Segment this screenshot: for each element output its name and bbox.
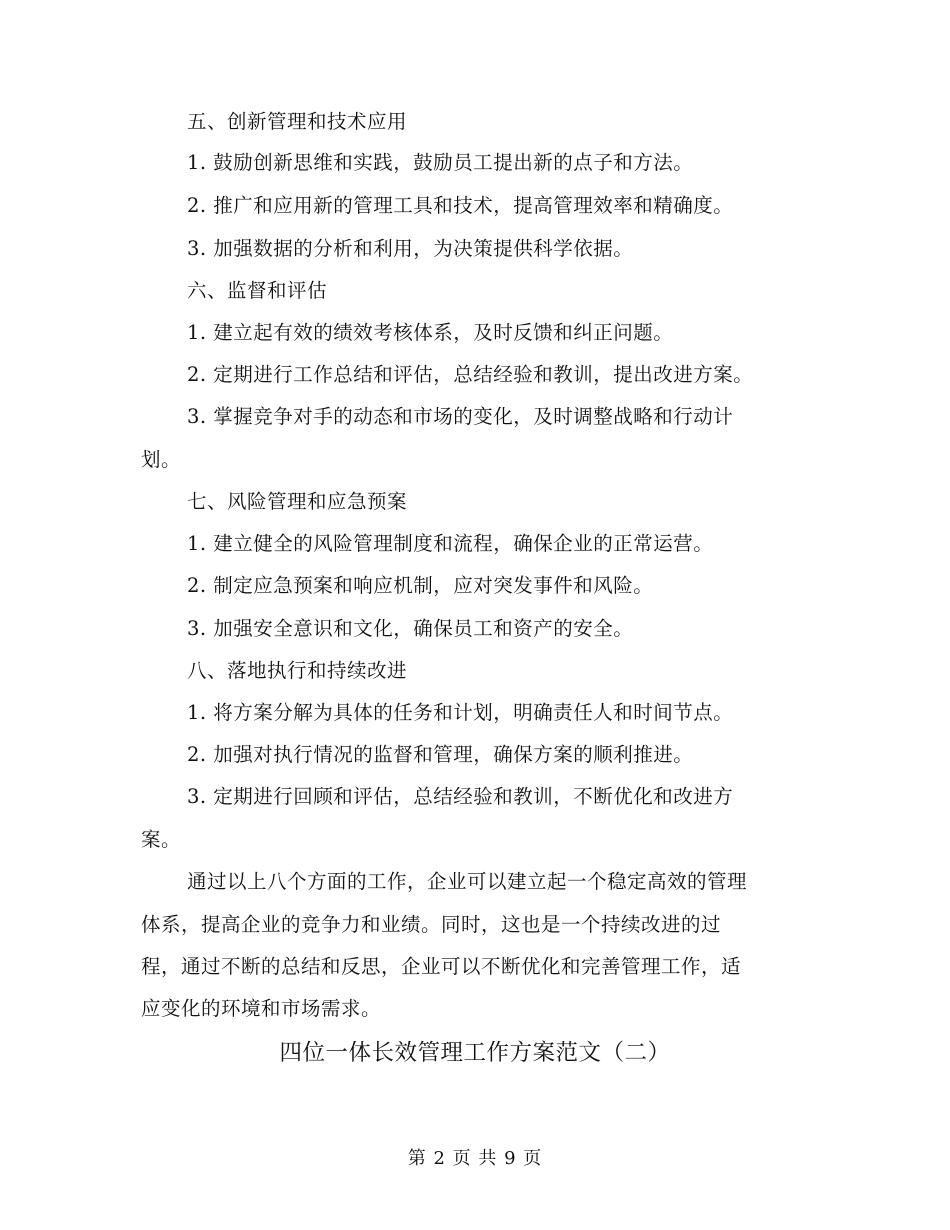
text-line: 3. 掌握竞争对手的动态和市场的变化，及时调整战略和行动计 (187, 405, 734, 428)
text-line: 程，通过不断的总结和反思，企业可以不断优化和完善管理工作，适 (141, 955, 742, 978)
text-line: 3. 定期进行回顾和评估，总结经验和教训，不断优化和改进方 (187, 785, 734, 808)
text-line: 1. 建立健全的风险管理制度和流程，确保企业的正常运营。 (187, 532, 714, 555)
text-line: 1. 鼓励创新思维和实践，鼓励员工提出新的点子和方法。 (187, 151, 694, 174)
text-line: 划。 (141, 448, 182, 471)
page-footer: 第 2 页 共 9 页 (407, 1148, 543, 1169)
text-line: 八、落地执行和持续改进 (187, 659, 408, 682)
text-line: 3. 加强数据的分析和利用，为决策提供科学依据。 (187, 237, 634, 260)
text-line: 体系，提高企业的竞争力和业绩。同时，这也是一个持续改进的过 (141, 913, 722, 936)
text-line: 2. 制定应急预案和响应机制，应对突发事件和风险。 (187, 574, 654, 597)
text-line: 六、监督和评估 (187, 279, 328, 302)
text-line: 2. 定期进行工作总结和评估，总结经验和教训，提出改进方案。 (187, 363, 754, 386)
text-line: 2. 加强对执行情况的监督和管理，确保方案的顺利推进。 (187, 743, 694, 766)
text-line: 1. 建立起有效的绩效考核体系，及时反馈和纠正问题。 (187, 321, 674, 344)
text-line: 1. 将方案分解为具体的任务和计划，明确责任人和时间节点。 (187, 701, 734, 724)
section-title: 四位一体长效管理工作方案范文（二） (279, 1040, 671, 1066)
text-line: 案。 (141, 828, 182, 851)
text-line: 2. 推广和应用新的管理工具和技术，提高管理效率和精确度。 (187, 194, 734, 217)
text-line: 应变化的环境和市场需求。 (141, 997, 382, 1020)
text-line: 3. 加强安全意识和文化，确保员工和资产的安全。 (187, 617, 634, 640)
text-line: 五、创新管理和技术应用 (187, 110, 408, 133)
text-line: 七、风险管理和应急预案 (187, 490, 408, 513)
text-line: 通过以上八个方面的工作，企业可以建立起一个稳定高效的管理 (187, 870, 748, 893)
